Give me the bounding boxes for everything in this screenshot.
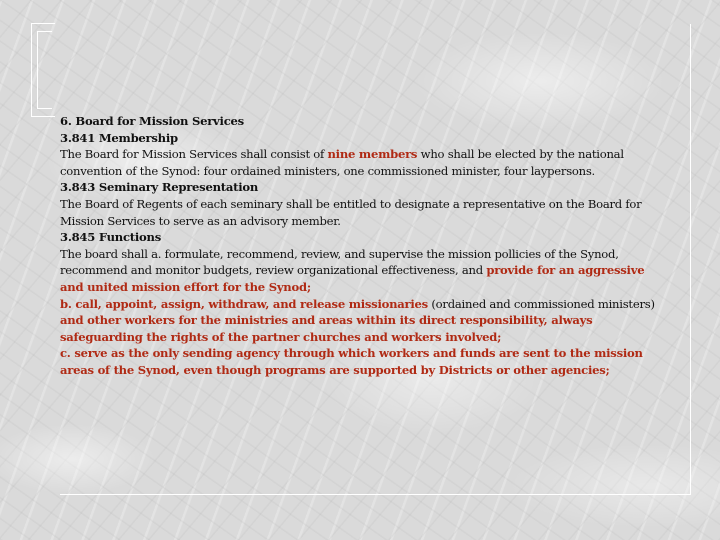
section-title: 6. Board for Mission Services	[60, 114, 244, 128]
decorative-frame-inner	[37, 31, 52, 109]
functions-a-paragraph	[60, 246, 658, 296]
slide-content	[60, 113, 658, 379]
functions-a-highlight: provide for an aggressive and united mission effort for the Synod;	[60, 263, 645, 294]
functions-heading: 3.845 Functions	[60, 230, 161, 245]
functions-b-paragraph	[60, 296, 658, 346]
membership-paragraph	[60, 146, 658, 179]
functions-b-highlight-1: b. call, appoint, assign, withdraw, and release missionaries	[60, 296, 428, 311]
membership-text-after: who shall be elected by the national convention of the Synod: four ordained ministers, one commissioned minister, four laypersons.	[60, 147, 624, 178]
membership-heading: 3.841 Membership	[60, 130, 178, 145]
membership-highlight: nine members	[327, 147, 418, 162]
functions-a-text: The board shall a. formulate, recommend, review, and supervise the mission pollicies of the Synod, recommend and monitor budgets, review organizational effectiveness, and	[60, 246, 619, 278]
functions-b-highlight-2: and other workers for the ministries and areas within its direct responsibility, always safeguarding the rights of the partner churches and workers involved;	[60, 313, 593, 344]
seminary-heading: 3.843 Seminary Representation	[60, 180, 259, 195]
membership-text-before: The Board for Mission Services shall consist of	[60, 147, 328, 162]
seminary-paragraph: The Board of Regents of each seminary shall be entitled to designate a representative on the Board for Mission Services to serve as an advisory member.	[60, 196, 642, 228]
functions-b-text: (ordained and commissioned ministers)	[427, 296, 655, 311]
functions-c-paragraph: c. serve as the only sending agency through which workers and funds are sent to the mission areas of the Synod, even though programs are supported by Districts or other agencies;	[60, 346, 643, 377]
